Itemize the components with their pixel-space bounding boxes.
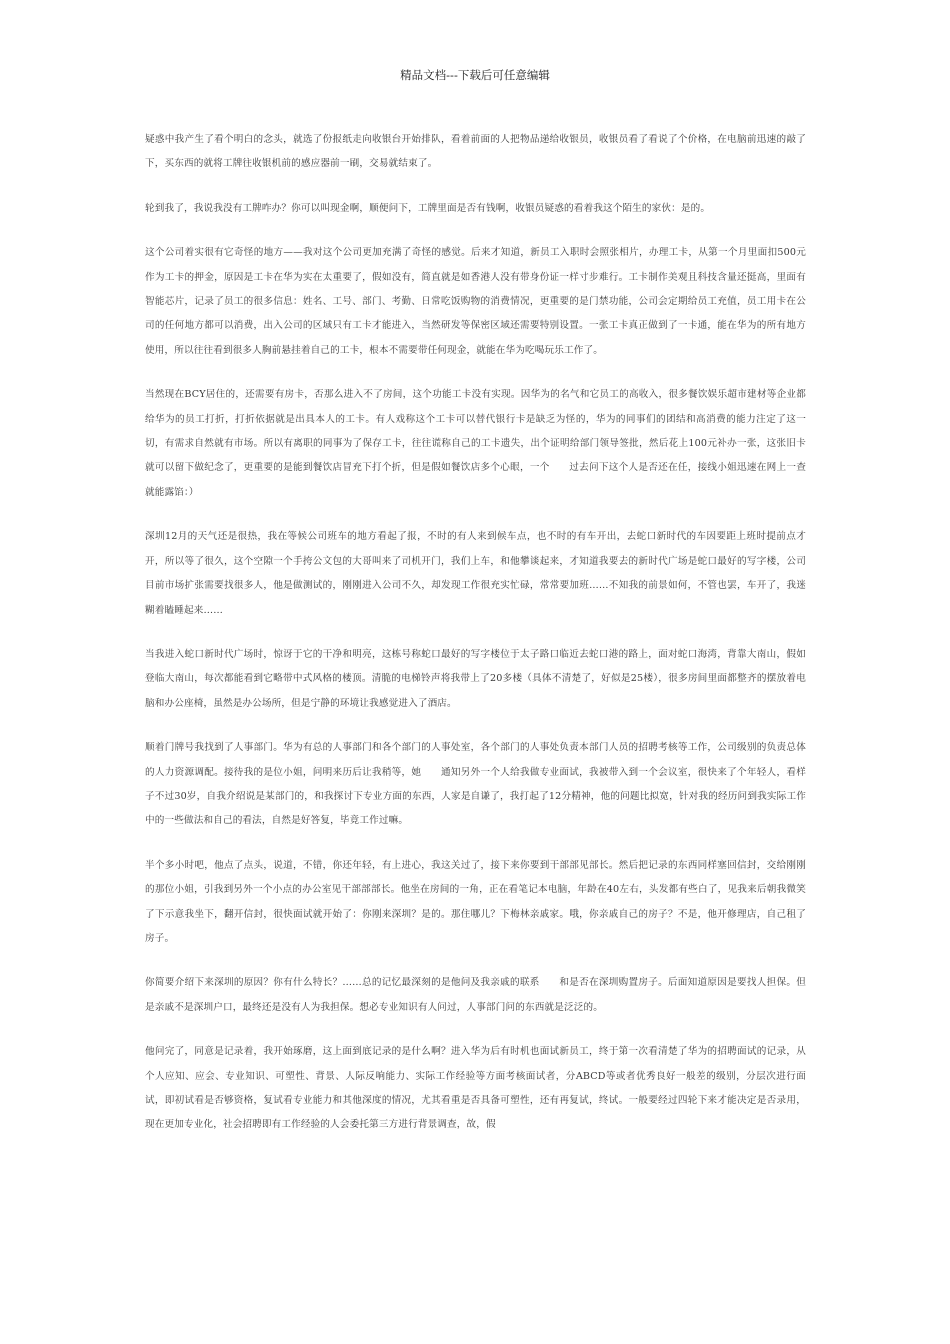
paragraph: 轮到我了，我说我没有工牌咋办？你可以叫现金啊，顺便问下，工牌里面是否有钱啊，收银员疑惑的看着我这个陌生的家伙：是的。	[145, 202, 711, 214]
paragraph: 这个公司着实很有它奇怪的地方——我对这个公司更加充满了奇怪的感觉。后来才知道，新员工入职时会照张相片，办理工卡，从第一个月里面扣500元作为工卡的押金，原因是工卡在华为实在太重要了，假如没有，简直就是如香港人没有带身份证一样寸步难行。工卡制作美观且科技含量还挺高，里面有智能芯片，记录了员工的很多信息：姓名、工号、部门、考勤、日常吃饭购物的消费情况，更重要的是门禁功能，公司会定期给员工充值，员工用卡在公司的任何地方都可以消费，出入公司的区域只有工卡才能进入，当然研发等保密区域还需要特别设置。一张工卡真正做到了一卡通，能在华为的所有地方使用，所以往往看到很多人胸前悬挂着自己的工卡，根本不需要带任何现金，就能在华为吃喝玩乐工作了。	[145, 247, 806, 356]
page-header-title: 精品文档---下载后可任意编辑	[400, 68, 550, 82]
paragraph: 顺着门牌号我找到了人事部门。华为有总的人事部门和各个部门的人事处室，各个部门的人事处负责本部门人员的招聘考核等工作，公司级别的负责总体的人力资源调配。接待我的是位小姐，问明来历后让我稍等，她 通知另外一个人给我做专业面试，我被带入到一个会议室，很快来了个年轻人，看样子不过30岁，自我介绍说是某部门的，和我探讨下专业方面的东西，人家是自谦了，我打起了12分精神，他的问题比拟宽，针对我的经历问到我实际工作中的一些做法和自己的看法，自然是好答复，毕竟工作过嘛。	[145, 742, 806, 827]
paragraph: 当然现在BCY居住的，还需要有房卡，否那么进入不了房间，这个功能工卡没有实现。因华为的名气和它员工的高收入，很多餐饮娱乐超市建材等企业都给华为的员工打折，打折依据就是出具本人的工卡。有人戏称这个工卡可以替代银行卡是缺乏为怪的，华为的同事们的团结和高消费的能力注定了这一切，有需求自然就有市场。所以有离职的同事为了保存工卡，往往谎称自己的工卡遗失，出个证明给部门领导签批，然后花上100元补办一张，这张旧卡就可以留下做纪念了，更重要的是能到餐饮店冒充下打个折，但是假如餐饮店多个心眼，一个 过去问下这个人是否还在任，接线小姐迅速在网上一查就能露馅：）	[145, 389, 806, 498]
paragraph: 半个多小时吧，他点了点头，说道，不错，你还年轻，有上进心，我这关过了，接下来你要到干部部见部长。然后把记录的东西同样塞回信封，交给刚刚的那位小姐，引我到另外一个小点的办公室见干部部部长。他坐在房间的一角，正在看笔记本电脑，年龄在40左右，头发都有些白了，见我来后朝我微笑了下示意我坐下，翻开信封，很快面试就开始了：你刚来深圳？是的。那住哪儿？下梅林亲戚家。哦，你亲戚自己的房子？不是，他开修理店，自己租了房子。	[145, 859, 806, 944]
paragraph: 深圳12月的天气还是很热，我在等候公司班车的地方看起了报，不时的有人来到候车点，也不时的有车开出，去蛇口新时代的车因要距上班时提前点才开，所以等了很久，这个空隙一个手挎公文包的大哥叫来了司机开门，我们上车，和他攀谈起来，才知道我要去的新时代广场是蛇口最好的写字楼，公司目前市场扩张需要找很多人，他是做测试的，刚刚进入公司不久，却发现工作很充实忙碌，常常要加班……不知我的前景如何，不管也罢，车开了，我迷糊着瞌睡起来……	[145, 531, 806, 616]
paragraph: 当我进入蛇口新时代广场时，惊讶于它的干净和明亮，这栋号称蛇口最好的写字楼位于太子路口临近去蛇口港的路上，面对蛇口海湾，背靠大南山，假如登临大南山，每次都能看到它略带中式风格的楼顶。清脆的电梯铃声将我带上了20多楼（具体不清楚了，好似是25楼），很多房间里面都整齐的摆放着电脑和办公座椅，虽然是办公场所，但是宁静的环境让我感觉进入了酒店。	[145, 648, 806, 709]
page-header	[0, 66, 950, 84]
paragraph: 他问完了，同意是记录着，我开始琢磨，这上面到底记录的是什么啊？进入华为后有时机也面试新员工，终于第一次看清楚了华为的招聘面试的记录，从个人应知、应会、专业知识、可塑性、背景、人际反响能力、实际工作经验等方面考核面试者，分ABCD等或者优秀良好一般差的级别，分层次进行面试，即初试看是否够资格，复试看专业能力和其他深度的情况，尤其看重是否具备可塑性，还有再复试，终试。一般要经过四轮下来才能决定是否录用，现在更加专业化，社会招聘即有工作经验的人会委托第三方进行背景调查，故，假	[145, 1046, 806, 1131]
document-body	[145, 128, 806, 1158]
paragraph: 疑惑中我产生了看个明白的念头，就选了份报纸走向收银台开始排队，看着前面的人把物品递给收银员，收银员看了看说了个价格，在电脑前迅速的敲了下，买东西的就将工牌往收银机前的感应器前一刷，交易就结束了。	[145, 134, 806, 170]
paragraph: 你简要介绍下来深圳的原因？你有什么特长？……总的记忆最深刻的是他问及我亲戚的联系 和是否在深圳购置房子。后面知道原因是要找人担保。但是亲戚不是深圳户口，最终还是没有人为我担保。想必专业知识有人问过，人事部门问的东西就是泛泛的。	[145, 977, 806, 1013]
